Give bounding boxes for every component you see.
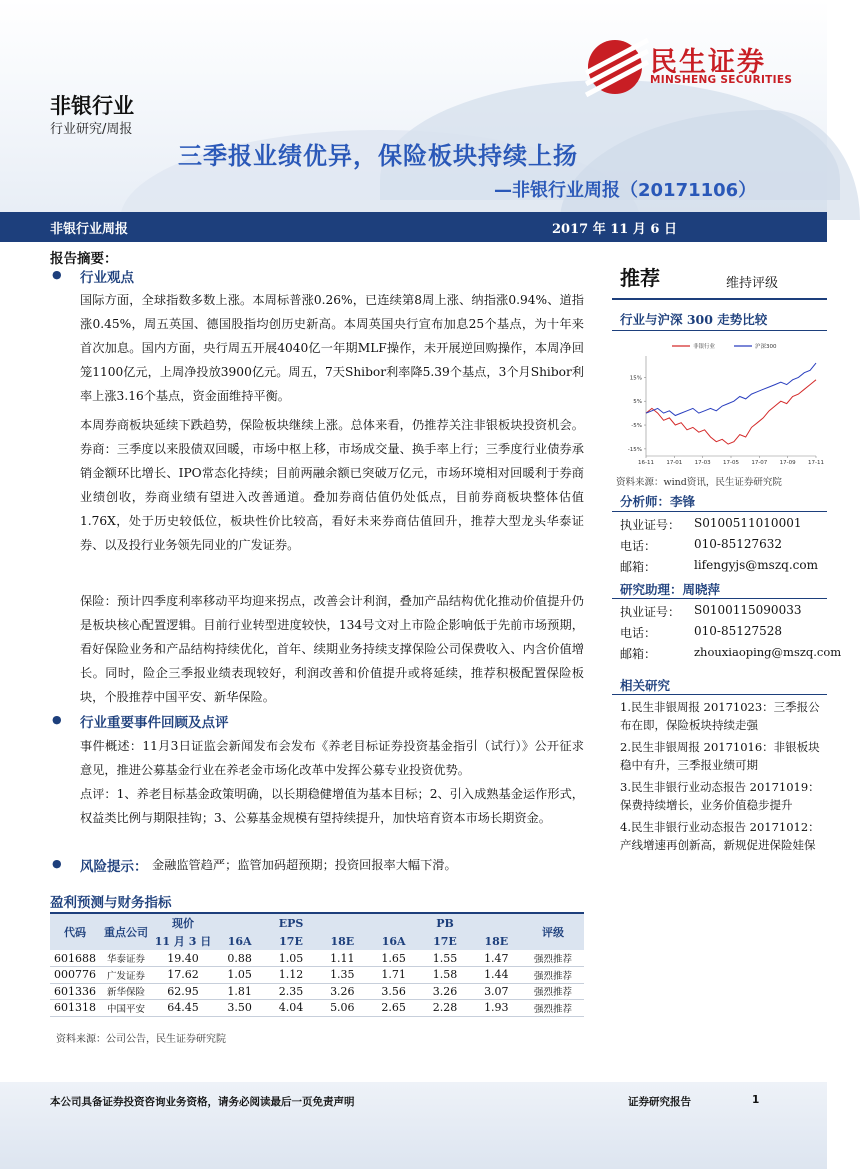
cell-company: 中国平安 (100, 1000, 152, 1017)
analyst-heading: 分析师：李锋 (620, 494, 696, 509)
risk-label: 风险提示： (80, 859, 148, 875)
cell-eps: 5.06 (317, 1000, 368, 1017)
col-rating: 评级 (522, 914, 584, 950)
related-item[interactable]: 3.民生非银行业动态报告 20171019：保费持续增长，业务价值稳步提升 (620, 780, 820, 812)
bullet-icon: ● (52, 857, 62, 870)
x-tick-label: 17-05 (723, 460, 739, 466)
analyst-email[interactable]: lifengyjs@mszq.com (694, 558, 818, 572)
band-date: 2017 年 11 月 6 日 (552, 222, 677, 237)
cell-eps: 1.05 (265, 950, 316, 967)
cell-eps: 1.11 (317, 950, 368, 967)
financial-table (50, 914, 584, 1017)
bullet-icon: ● (52, 713, 62, 726)
section-industry-view: 行业观点 (80, 270, 134, 286)
brand-name-en: MINSHENG SECURITIES (650, 74, 793, 86)
cell-pb: 2.28 (419, 1000, 470, 1017)
cell-code: 000776 (50, 967, 100, 984)
cell-pb: 1.44 (471, 967, 522, 984)
related-item[interactable]: 1.民生非银周报 20171023：三季报公布在即，保险板块持续走强 (620, 700, 820, 732)
legend-label: 非银行业 (693, 344, 716, 350)
analyst-email-label: 邮箱： (620, 560, 657, 574)
x-tick-label: 17-09 (779, 460, 796, 466)
col-eps-18: 18E (317, 932, 368, 950)
trend-chart (616, 338, 824, 468)
analyst-cert: S0100511010001 (694, 516, 802, 530)
x-tick-label: 17-03 (694, 460, 711, 466)
table-row (50, 967, 584, 984)
analyst-phone-label: 电话： (620, 539, 657, 553)
cell-pb: 3.07 (471, 983, 522, 1000)
cell-eps: 1.35 (317, 967, 368, 984)
x-tick-label: 17-07 (751, 460, 768, 466)
risk-text: 金融监管趋严；监管加码超预期；投资回报率大幅下滑。 (152, 858, 457, 872)
cell-pb: 3.26 (419, 983, 470, 1000)
cell-pb: 2.65 (368, 1000, 419, 1017)
assistant-rule (612, 598, 827, 599)
cell-price: 17.62 (152, 967, 214, 984)
assistant-cert-label: 执业证号： (620, 605, 681, 619)
assistant-phone-label: 电话： (620, 626, 657, 640)
rating-status: 维持评级 (726, 276, 779, 291)
cell-eps: 1.05 (214, 967, 265, 984)
x-tick-label: 17-11 (808, 460, 824, 466)
analyst-phone: 010-85127632 (694, 537, 783, 551)
col-code: 代码 (50, 914, 100, 950)
x-tick-label: 16-11 (638, 460, 654, 466)
related-rule (612, 694, 827, 695)
cell-pb: 1.65 (368, 950, 419, 967)
paragraph-event-comment: 点评：1、养老目标基金政策明确，以长期稳健增值为基本目标；2、引入成熟基金运作形式，权益类比例与期限挂钩；3、公募基金规模有望持续提升，加快培育资本市场长期资金。 (80, 787, 584, 825)
cell-eps: 0.88 (214, 950, 265, 967)
assistant-email[interactable]: zhouxiaoping@mszq.com (694, 645, 842, 659)
col-price: 现价 (152, 914, 214, 932)
table-title: 盈利预测与财务指标 (50, 895, 172, 911)
col-company: 重点公司 (100, 914, 152, 950)
bullet-icon: ● (52, 268, 62, 281)
analyst-cert-label: 执业证号： (620, 518, 681, 532)
cell-eps: 3.26 (317, 983, 368, 1000)
footer-disclaimer: 本公司具备证券投资咨询业务资格，请务必阅读最后一页免责声明 (50, 1096, 355, 1108)
related-item[interactable]: 2.民生非银周报 20171016：非银板块稳中有升，三季报业绩可期 (620, 740, 820, 772)
cell-rating: 强烈推荐 (522, 983, 584, 1000)
col-pb-18: 18E (471, 932, 522, 950)
report-subtitle: —非银行业周报（20171106） (494, 180, 757, 201)
assistant-cert: S0100115090033 (694, 603, 802, 617)
related-heading: 相关研究 (620, 678, 671, 693)
chart-source: 资料来源：wind资讯，民生证券研究院 (616, 477, 782, 488)
chart-heading-rule (612, 330, 827, 331)
cell-pb: 1.71 (368, 967, 419, 984)
cell-pb: 1.93 (471, 1000, 522, 1017)
cell-eps: 2.35 (265, 983, 316, 1000)
assistant-phone: 010-85127528 (694, 624, 783, 638)
cell-rating: 强烈推荐 (522, 1000, 584, 1017)
y-tick-label: -5% (631, 423, 642, 430)
subsector-label: 行业研究/周报 (50, 122, 133, 137)
table-row (50, 950, 584, 967)
related-item[interactable]: 4.民生非银行业动态报告 20171012：产线增速再创新高，新规促进保险娃保 (620, 820, 820, 852)
cell-pb: 3.56 (368, 983, 419, 1000)
y-tick-label: -15% (627, 446, 642, 453)
summary-heading: 报告摘要： (50, 251, 118, 267)
page-number: 1 (752, 1094, 760, 1106)
cell-pb: 1.58 (419, 967, 470, 984)
logo-icon (588, 40, 642, 94)
table-row (50, 983, 584, 1000)
cell-code: 601688 (50, 950, 100, 967)
cell-company: 广发证券 (100, 967, 152, 984)
band-report-type: 非银行业周报 (50, 222, 129, 237)
assistant-email-label: 邮箱： (620, 647, 657, 661)
col-eps-16: 16A (214, 932, 265, 950)
assistant-heading: 研究助理：周晓萍 (620, 582, 721, 597)
paragraph-brokerage: 本周券商板块延续下跌趋势，保险板块继续上涨。总体来看，仍推荐关注非银板块投资机会。券商：三季度以来股债双回暖，市场中枢上移，市场成交量、换手率上行；三季度行业债券承销金额环比增长、IPO常态化持续；目前两融余额已突破万亿元，市场环境相对回暖利于券商业绩创收，券商业绩有望进入改善通道。叠加券商估值仍处低点，目前券商板块整体估值1.76X，处于历史较低位，板块性价比较高，看好未来券商估值回升，推荐大型龙头华泰证券、以及投行业务领先同业的广发证券。 (80, 418, 584, 552)
series-line (646, 363, 816, 415)
legend-label: 沪深300 (755, 344, 777, 350)
cell-eps: 1.12 (265, 967, 316, 984)
cell-company: 新华保险 (100, 983, 152, 1000)
paragraph-insurance: 保险：预计四季度利率移动平均迎来拐点，改善会计利润，叠加产品结构优化推动价值提升仍是板块核心配置逻辑。目前行业转型进度较快，134号文对上市险企影响低于先前市场预期，看好保险业务和产品结构持续优化，首年、续期业务持续支撑保险公司保费收入、内含价值增长。同时，险企三季报业绩表现较好，利润改善和价值提升或将延续，推荐积极配置保险板块，个股推荐中国平安、新华保险。 (80, 594, 584, 704)
cell-eps: 3.50 (214, 1000, 265, 1017)
rating-rule (612, 298, 827, 300)
paragraph-event-overview: 事件概述：11月3日证监会新闻发布会发布《养老目标证券投资基金指引（试行）》公开征求意见，推进公募基金行业在养老金市场化改革中发挥公募专业投资优势。 (80, 739, 584, 777)
col-pb-17: 17E (419, 932, 470, 950)
cell-price: 62.95 (152, 983, 214, 1000)
table-source: 资料来源：公司公告，民生证券研究院 (56, 1034, 226, 1045)
y-tick-label: 5% (633, 399, 642, 406)
x-tick-label: 17-01 (666, 460, 683, 466)
cell-eps: 1.81 (214, 983, 265, 1000)
cell-eps: 4.04 (265, 1000, 316, 1017)
col-pb: PB (368, 914, 522, 932)
col-eps: EPS (214, 914, 368, 932)
cell-company: 华泰证券 (100, 950, 152, 967)
analyst-rule (612, 511, 827, 512)
cell-rating: 强烈推荐 (522, 950, 584, 967)
col-price-date: 11 月 3 日 (152, 932, 214, 950)
footer-report-type: 证券研究报告 (628, 1096, 691, 1108)
table-row (50, 1000, 584, 1017)
report-title: 三季报业绩优异，保险板块持续上扬 (178, 142, 578, 170)
paragraph-international: 国际方面，全球指数多数上涨。本周标普涨0.26%，已连续第8周上涨、纳指涨0.94%、道指涨0.45%，周五英国、德国股指均创历史新高。本周英国央行宣布加息25个基点，为十年来首次加息。国内方面，央行周五开展4040亿一年期MLF操作，未开展逆回购操作，本周净回笼1100亿元，上周净投放3900亿元。周五，7天Shibor利率降5.39个基点，3个月Shibor利率上涨3.16个基点，资金面维持平衡。 (80, 293, 584, 403)
y-tick-label: 15% (629, 375, 642, 382)
cell-pb: 1.47 (471, 950, 522, 967)
cell-price: 64.45 (152, 1000, 214, 1017)
cell-price: 19.40 (152, 950, 214, 967)
cell-code: 601336 (50, 983, 100, 1000)
chart-heading: 行业与沪深 300 走势比较 (620, 312, 768, 327)
rating-value: 推荐 (620, 266, 660, 290)
sector-title: 非银行业 (50, 94, 134, 118)
cell-pb: 1.55 (419, 950, 470, 967)
section-events: 行业重要事件回顾及点评 (80, 715, 229, 731)
brand-name-cn: 民生证券 (650, 47, 766, 78)
col-eps-17: 17E (265, 932, 316, 950)
col-pb-16: 16A (368, 932, 419, 950)
cell-rating: 强烈推荐 (522, 967, 584, 984)
cell-code: 601318 (50, 1000, 100, 1017)
